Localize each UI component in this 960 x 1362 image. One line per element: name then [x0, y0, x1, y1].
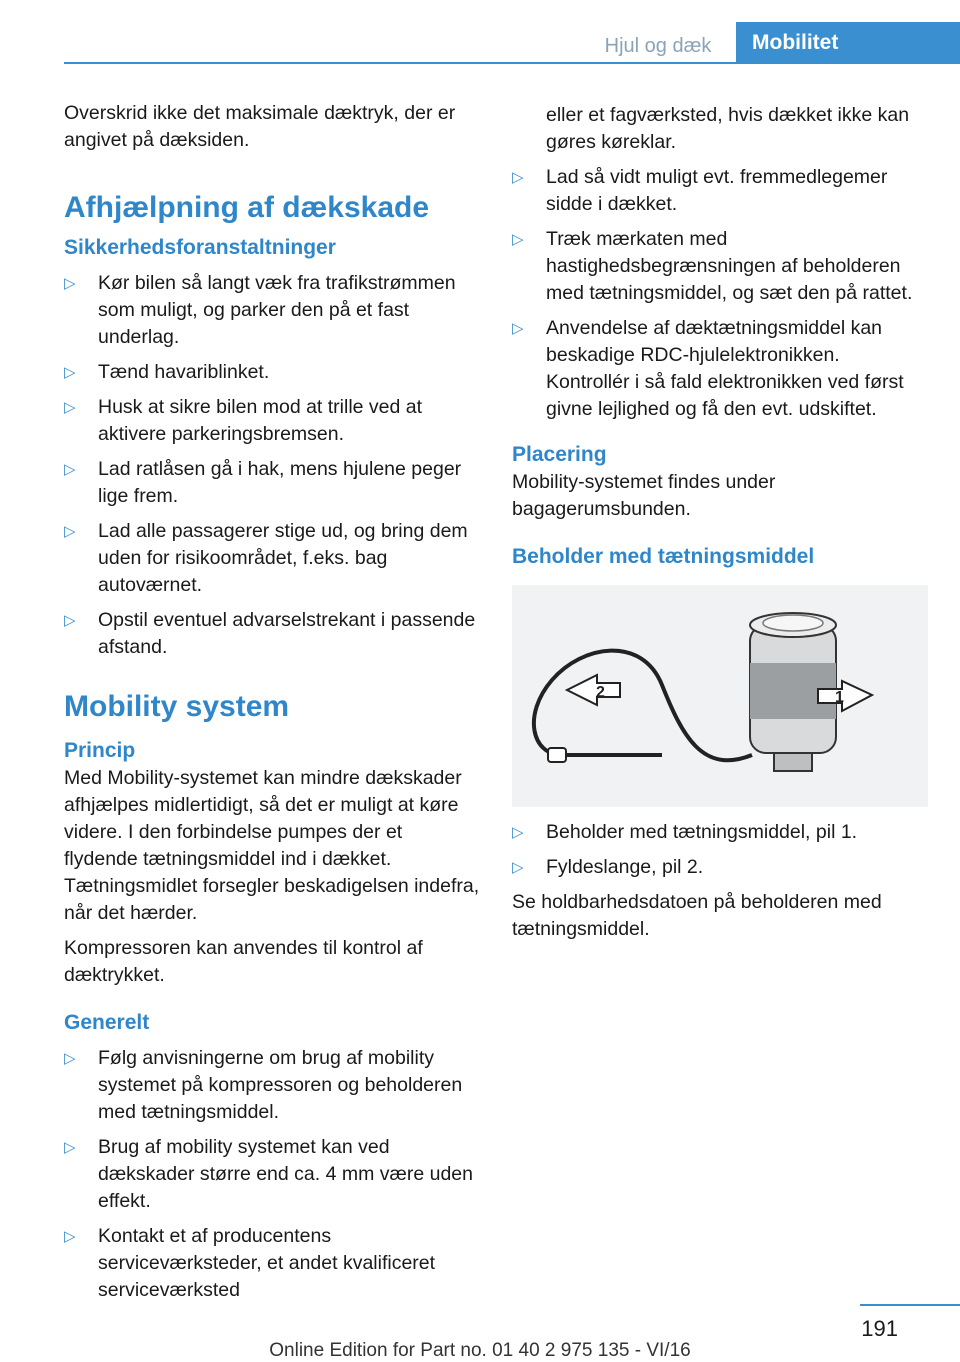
principle-paragraph: Med Mobility-systemet kan mindre dækskader afhjælpes midlertidigt, så det er muligt at køre videre. I den forbindelse pumpes der et flydende tætningsmiddel ind i dækket. Tætningsmidlet forsegler beskadigelsen indefra, når det hærder. [64, 767, 480, 924]
list-item: ▷ Husk at sikre bilen mod at trille ved at aktivere parkeringsbremsen. [64, 396, 423, 445]
arrow-icon: ▷ [64, 1139, 76, 1156]
figure-legend-list [512, 819, 928, 881]
heading-safety-measures: Sikkerhedsforanstaltninger [64, 236, 336, 259]
edition-note: Online Edition for Part no. 01 40 2 975 135 - VI/16 [269, 1340, 691, 1361]
list-item: ▷ Lad ratlåsen gå i hak, mens hjulene peger lige frem. [64, 458, 462, 507]
list-item: ▷ Anvendelse af dæktætningsmiddel kan beskadige RDC-hjulelektronikken. Kontrollér i så fald elektronikken ved først givne lejlighed og få den evt. udskiftet. [512, 317, 904, 420]
list-item: ▷ Kør bilen så langt væk fra trafikstrømmen som muligt, og parker den på et fast underlag. [64, 272, 456, 348]
heading-principle: Princip [64, 739, 136, 762]
heading-tire-damage: Afhjælpning af dækskade [64, 191, 430, 224]
footer-rule [860, 1304, 960, 1306]
heading-container: Beholder med tætningsmiddel [512, 545, 815, 568]
arrow-icon: ▷ [64, 1228, 76, 1245]
left-column [64, 100, 480, 1312]
list-item: ▷ Opstil eventuel advarselstrekant i passende afstand. [64, 609, 476, 658]
arrow-icon: ▷ [64, 364, 76, 381]
continued-text: eller et fagværksted, hvis dækket ikke kan gøres køreklar. [546, 104, 910, 153]
arrow-icon: ▷ [64, 523, 76, 540]
arrow-icon: ▷ [512, 859, 524, 876]
arrow-icon: ▷ [64, 612, 76, 629]
safety-list [64, 270, 480, 661]
list-item: ▷ Brug af mobility systemet kan ved dækskader større end ca. 4 mm være uden effekt. [64, 1136, 473, 1212]
list-item: ▷ Træk mærkaten med hastighedsbegrænsningen af beholderen med tætningsmiddel, og sæt den på rattet. [512, 228, 913, 304]
section-tab[interactable]: Hjul og dæk [604, 35, 712, 57]
heading-mobility-system: Mobility system [64, 690, 290, 723]
page-number: 191 [861, 1316, 898, 1341]
arrow-icon: ▷ [512, 320, 524, 337]
arrow-icon: ▷ [512, 824, 524, 841]
arrow-icon: ▷ [64, 399, 76, 416]
mobility-kit-illustration [512, 585, 928, 807]
arrow-icon: ▷ [512, 231, 524, 248]
list-item: ▷ Lad så vidt muligt evt. fremmedlegemer sidde i dækket. [512, 166, 888, 215]
list-item: ▷ Beholder med tætningsmiddel, pil 1. [512, 819, 928, 846]
list-item: ▷ Fyldeslange, pil 2. [512, 854, 928, 881]
arrow-label-1: 1 [835, 689, 844, 706]
intro-paragraph: Overskrid ikke det maksimale dæktryk, der er angivet på dæksiden. [64, 102, 456, 151]
list-item: ▷ Følg anvisningerne om brug af mobility systemet på kompressoren og beholderen med tætningsmiddel. [64, 1047, 463, 1123]
placement-paragraph: Mobility-systemet findes under bagagerumsbunden. [512, 471, 776, 520]
arrow-icon: ▷ [512, 169, 524, 186]
list-item: ▷ Tænd havariblinket. [64, 359, 480, 386]
list-item: ▷ Kontakt et af producentens serviceværksteder, et andet kvalificeret serviceværksted [64, 1225, 436, 1301]
heading-general: Generelt [64, 1011, 150, 1034]
expiry-paragraph: Se holdbarhedsdatoen på beholderen med tætningsmiddel. [512, 891, 882, 940]
more-list [512, 164, 928, 423]
sealant-container-image [512, 585, 928, 807]
arrow-icon: ▷ [64, 275, 76, 292]
arrow-icon: ▷ [64, 1050, 76, 1067]
heading-placement: Placering [512, 443, 607, 466]
chapter-tab[interactable]: Mobilitet [736, 22, 960, 62]
list-item: ▷ Lad alle passagerer stige ud, og bring dem uden for risikoområdet, f.eks. bag autoværnet. [64, 520, 468, 596]
general-list [64, 1045, 480, 1304]
page-header [64, 22, 960, 64]
arrow-label-2: 2 [596, 684, 605, 701]
arrow-icon: ▷ [64, 461, 76, 478]
compressor-paragraph: Kompressoren kan anvendes til kontrol af dæktrykket. [64, 937, 423, 986]
right-column [512, 102, 928, 951]
